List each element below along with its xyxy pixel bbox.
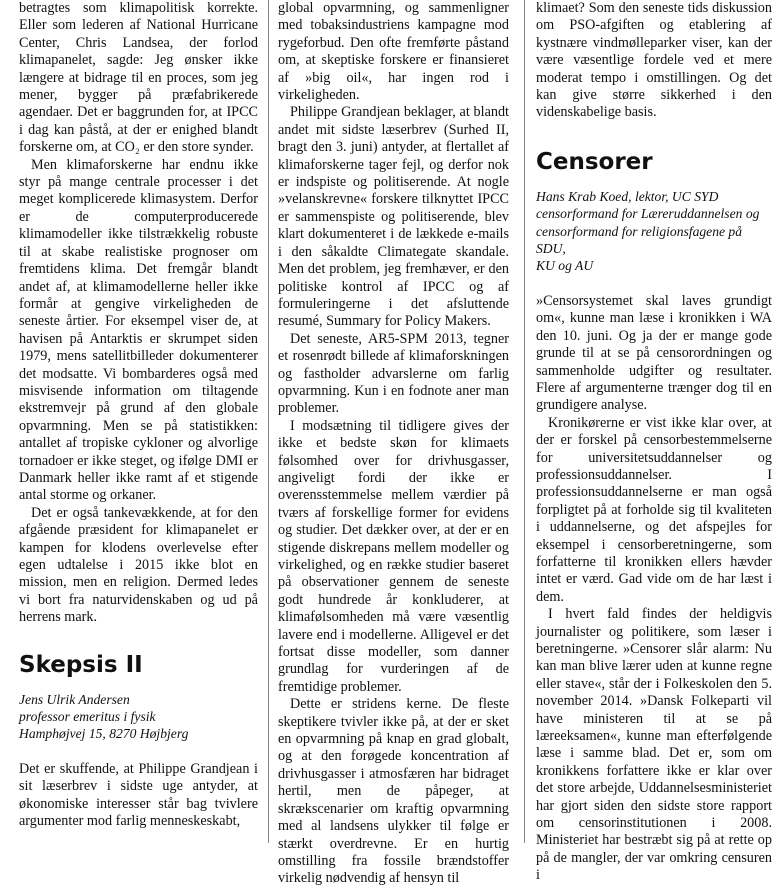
column-2	[278, 0, 509, 887]
article-paragraph: Kronikørerne er vist ikke klar over, at der er forskel på censorbestemmelserne for universitetsuddannelser og professionsuddannelser. I professionsuddannelserne er man også forpligtet på at forholde sig til kvaliteten i uddannelserne, og det afspejles for eksempel i censorberetningerne, som forfatterne til kronikken ellers hævder intet er værd. Gad vide om de har læst i dem.	[536, 414, 772, 605]
byline-line: professor emeritus i fysik	[19, 709, 156, 725]
article-paragraph: Det er skuffende, at Philippe Grandjean i sit læserbrev i sidste uge antyder, at økonomiske interesser står bag tvivlere argumenter mod farlig menneskeskabt,	[19, 760, 258, 830]
article-paragraph: I hvert fald findes der heldigvis journalister og politikere, som læser i beretningerne. »Censorer slår alarm: Nu kan man blive lærer uden at kunne regne eller stave«, står der i Folkeskolen den 5. november 2014. »Dansk Folkeparti vil have ministeren til at se på læreeksamen«, kunne man efterfølgende læse i samme blad. Det er, som om kronikkens forfattere ikke er klar over det store arbejde, Uddannelsesministeriet har gjort siden den sidste store rapport om censorinstitutionen i 2008. Ministeriet har bestræbt sig på at rette op på de mangler, der var omkring censuren i	[536, 606, 772, 884]
byline-line: Jens Ulrik Andersen	[19, 691, 130, 707]
byline-line: Hans Krab Koed, lektor, UC SYD	[536, 188, 719, 204]
article-paragraph: Det er også tankevækkende, at for den afgående præsident for klimapanelet er kampen for klodens overlevelse efter egen udtalelse i 2015 ikke blot en mission, men en religion. Dermed ledes vi bort fra naturvidenskaben og ud på herrens mark.	[19, 504, 258, 626]
article-byline	[19, 691, 258, 743]
column-rule	[524, 0, 525, 843]
byline-line: censorformand for religionsfagene på SDU,	[536, 223, 743, 257]
column-rule	[268, 0, 269, 843]
article-paragraph: »Censorsystemet skal laves grundigt om«, kunne man læse i kronikken i WA den 10. juni. Og ja der er mange gode grunde til at se på censorordningen og sammenholde udgifter og resultater. Flere af argumenterne trænger dog til en grundigere analyse.	[536, 292, 772, 414]
spacer	[536, 122, 772, 148]
article-byline	[536, 188, 772, 275]
article-paragraph: Dette er stridens kerne. De fleste skeptikere tvivler ikke på, at der er sket en opvarmning på knap en grad globalt, og at den forøgede koncentration af drivhusgasser i atmosfæren har bidraget hertil, men de påpeger, at skrækscenarier om kraftig opvarmning med al landsens ulykker til følge er stærkt overdrevne. Er en hurtig omstilling fra fossile brændstoffer virkelig nødvendig af hensyn til	[278, 696, 509, 887]
spacer	[19, 627, 258, 651]
column-3	[536, 0, 772, 884]
article-paragraph: global opvarmning, og sammenligner med tobaksindustriens kampagne mod rygeforbud. Den ofte fremførte påstand om, at skeptiske forskere er finansieret af »big oil«, har ingen rod i virkeligheden.	[278, 0, 509, 104]
spacer	[19, 743, 258, 761]
article-headline: Censorer	[536, 148, 653, 175]
spacer	[536, 176, 772, 188]
article-paragraph: I modsætning til tidligere gives der ikke et bedste skøn for klimaets følsomhed over for drivhusgasser, angiveligt fordi der ikke er overensstemmelse mellem værdier på tværs af forskellige former for evidens og studier. Det dækker over, at der er en stigende diskrepans mellem modeller og virkelighed, og en række studier baseret på observationer gennem de seneste godt hundrede år konkluderer, at klimafølsomheden må være væsentlig lavere end i modellerne. Alligevel er det fortsat disse modeller, som danner grundlag for vurderingen af de fremtidige problemer.	[278, 417, 509, 695]
article-paragraph: Men klimaforskerne har endnu ikke styr på mange centrale processer i det meget komplicerede klimasystem. Derfor er de computerproducerede klimamodeller ikke tilstrækkelig robuste til at skabe realistiske prognoser om fremtidens klima. Det fremgår blandt andet af, at klimamodellerne heller ikke formår at gengive virkeligheden de seneste årtier. For eksempel viser de, at havisen på Antarktis er skrumpet siden 1979, mens satellitbilleder dokumenterer det modsatte. Vi bombarderes også med misvisende information om tiltagende ekstremvejr på grund af den globale opvarmning. Men se på statistikken: antallet af tropiske cykloner og alvorlige tornadoer er ikke steget, og ifølge DMI er Danmark heller ikke ramt af et stigende antal storme og orkaner.	[19, 156, 258, 504]
article-paragraph: klimaet? Som den seneste tids diskussion om PSO-afgiften og etablering af kystnære vindmølleparker viser, kan der være væsentlige fordele ved et mere moderat tempo i omstillingen. Og det kan give større sikkerhed i den videnskabelige basis.	[536, 0, 772, 121]
column-1	[19, 0, 258, 843]
byline-line: Hamphøjvej 15, 8270 Højbjerg	[19, 726, 189, 742]
article-paragraph: Det seneste, AR5-SPM 2013, tegner et rosenrødt billede af klimaforskningen og fastholder advarslerne om farlig opvarmning. Kun i en fodnote aner man problemer.	[278, 330, 509, 417]
byline-line: censorformand for Læreruddannelsen og	[536, 206, 760, 222]
byline-line: KU og AU	[536, 258, 594, 274]
spacer	[536, 275, 772, 293]
article-headline: Skepsis II	[19, 651, 143, 678]
spacer	[19, 679, 258, 691]
article-paragraph: Philippe Grandjean beklager, at blandt andet mit sidste læserbrev (Surhed II, bragt den 3. juni) antyder, at flertallet af klimaforskerne tager fejl, og derfor nok er indspiste og politiserende. At nogle »velanskrevne« forskere tilknyttet IPCC er sammenspiste og politiserende, blev klart dokumenteret i de lækkede e-mails i den såkaldte Climategate skandale. Men det problem, jeg fremhæver, er den politiske kontrol af IPCC og af formuleringerne i det afsluttende resumé, Summary for Policy Makers.	[278, 104, 509, 330]
article-paragraph: betragtes som klimapolitisk korrekte. Eller som lederen af National Hurricane Center, Chris Landsea, der forlod klimapanelet, sagde: Jeg ønsker ikke længere at bidrage til en proces, som jeg mener, bygger på præfabrikerede agendaer. Det er baggrunden for, at IPCC i dag kan påstå, at der er enighed blandt forskerne om, at CO₂ er den store synder.	[19, 0, 258, 156]
